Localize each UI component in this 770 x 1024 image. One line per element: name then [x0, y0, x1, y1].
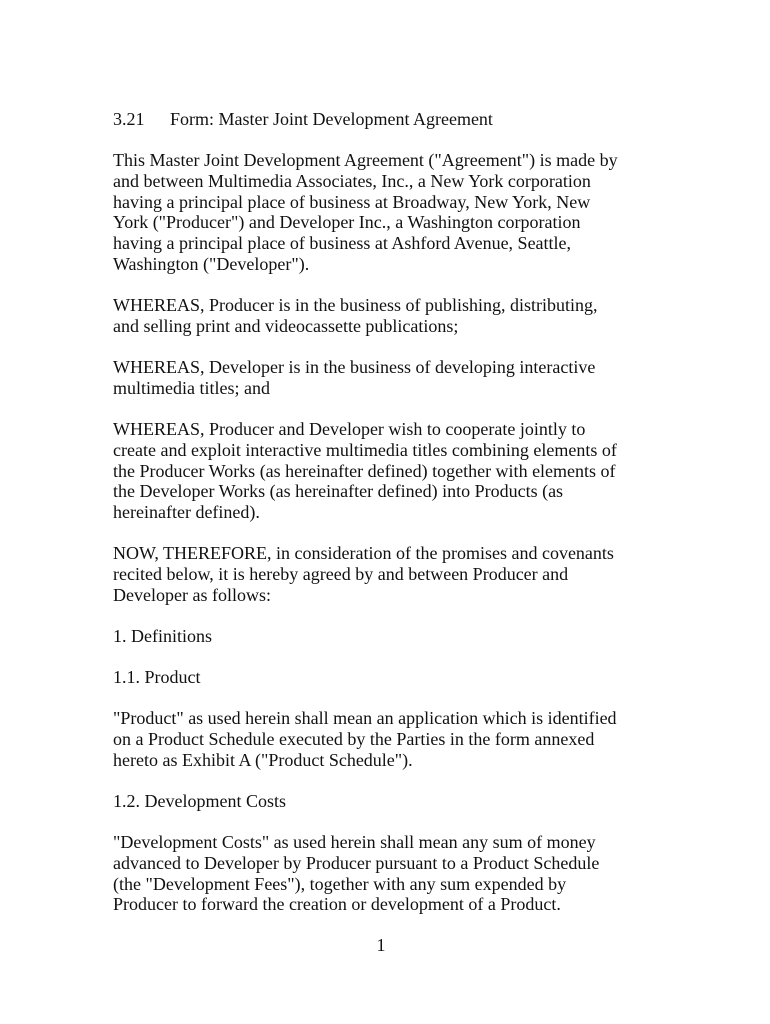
paragraph-line: Washington ("Developer"). — [113, 253, 310, 274]
paragraph-line: advanced to Developer by Producer pursuant to a Product Schedule — [113, 852, 600, 873]
intro-paragraph — [113, 150, 658, 275]
whereas-paragraph-3 — [113, 419, 658, 523]
section-1-2-heading — [113, 791, 658, 812]
paragraph-line: recited below, it is hereby agreed by and between Producer and — [113, 563, 569, 584]
whereas-paragraph-1 — [113, 295, 658, 337]
paragraph-line: create and exploit interactive multimedia titles combining elements of — [113, 439, 617, 460]
heading-title: Form: Master Joint Development Agreement — [170, 109, 493, 129]
paragraph-line: on a Product Schedule executed by the Parties in the form annexed — [113, 728, 595, 749]
page-number — [0, 935, 770, 956]
paragraph-line: "Product" as used herein shall mean an application which is identified — [113, 708, 617, 728]
paragraph-line: the Developer Works (as hereinafter defined) into Products (as — [113, 481, 564, 502]
product-definition-paragraph — [113, 708, 658, 770]
now-therefore-paragraph — [113, 543, 658, 605]
paragraph-line: having a principal place of business at Ashford Avenue, Seattle, — [113, 233, 572, 254]
section-1-heading — [113, 626, 658, 647]
paragraph-line: York ("Producer") and Developer Inc., a Washington corporation — [113, 212, 581, 233]
paragraph-line: the Producer Works (as hereinafter defined) together with elements of — [113, 460, 616, 481]
development-costs-paragraph — [113, 832, 658, 915]
page-number-text: 1 — [376, 935, 386, 955]
paragraph-line: "Development Costs" as used herein shall mean any sum of money — [113, 832, 596, 852]
section-title: 1. Definitions — [113, 626, 212, 646]
subsection-title: 1.1. Product — [113, 667, 201, 687]
paragraph-line: Developer as follows: — [113, 584, 271, 605]
paragraph-line: and selling print and videocassette publications; — [113, 315, 459, 336]
paragraph-line: hereinafter defined). — [113, 502, 260, 523]
paragraph-line: WHEREAS, Developer is in the business of developing interactive — [113, 357, 596, 377]
paragraph-line: WHEREAS, Producer and Developer wish to cooperate jointly to — [113, 419, 586, 439]
section-1-1-heading — [113, 667, 658, 688]
paragraph-line: (the "Development Fees"), together with any sum expended by — [113, 873, 567, 894]
paragraph-line: having a principal place of business at Broadway, New York, New — [113, 191, 591, 212]
subsection-title: 1.2. Development Costs — [113, 791, 286, 811]
paragraph-line: and between Multimedia Associates, Inc., a New York corporation — [113, 170, 591, 191]
paragraph-line: This Master Joint Development Agreement ("Agreement") is made by — [113, 150, 618, 170]
section-heading — [113, 109, 493, 130]
paragraph-line: NOW, THEREFORE, in consideration of the promises and covenants — [113, 543, 614, 563]
paragraph-line: WHEREAS, Producer is in the business of publishing, distributing, — [113, 295, 598, 315]
whereas-paragraph-2 — [113, 357, 658, 399]
paragraph-line: multimedia titles; and — [113, 377, 270, 398]
paragraph-line: hereto as Exhibit A ("Product Schedule"). — [113, 749, 413, 770]
paragraph-line: Producer to forward the creation or development of a Product. — [113, 894, 561, 915]
heading-number: 3.21 — [113, 109, 145, 129]
